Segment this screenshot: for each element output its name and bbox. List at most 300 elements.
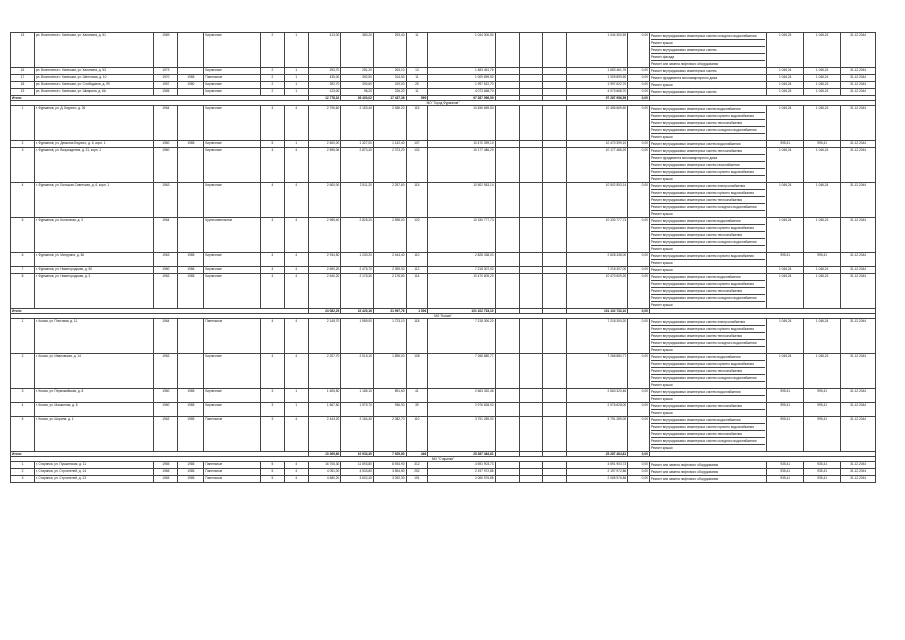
row-max-cost: 995,41 [804, 403, 841, 417]
work-item: Ремонт внутридомовых инженерных систем горячего водоснабжения [651, 112, 765, 119]
row-year-repair: 1985 [178, 462, 204, 469]
row-max-cost: 935,41 [804, 476, 841, 483]
row-works-list [649, 403, 766, 417]
row-number: 19 [11, 89, 35, 96]
row-area-owned: 319,00 [373, 82, 406, 89]
row-area: 2 934,50 [308, 253, 341, 267]
row-number: 3 [11, 476, 35, 483]
work-item: Ремонт крыши [651, 259, 765, 266]
work-item: Ремонт внутридомовых инженерных систем горячего водоснабжения [651, 325, 765, 332]
row-unit-cost: 995,41 [767, 417, 804, 452]
row-works-list [649, 253, 766, 267]
row-residents: 11 [406, 33, 428, 68]
row-year-built: 1960 [154, 389, 178, 403]
work-item: Ремонт внутридомовых инженерных систем [651, 46, 765, 53]
row-area-owned: 293,40 [373, 33, 406, 68]
row-cost-fund [495, 267, 519, 274]
work-item: Ремонт внутридомовых инженерных систем водоснабжения [650, 219, 741, 223]
row-year-built: 1957 [154, 82, 178, 89]
row-cost-budget [519, 148, 543, 183]
table-row [11, 82, 876, 89]
row-cost-fund [495, 218, 519, 253]
row-cost-fund [495, 183, 519, 218]
row-works-list [649, 141, 766, 148]
row-floors: 5 [260, 141, 284, 148]
table-row [11, 141, 876, 148]
row-cost: 2 976 828,00 [428, 403, 495, 417]
row-area: 293,70 [308, 68, 341, 75]
work-item: Ремонт крыши [651, 133, 765, 140]
row-residents: 115 [406, 183, 428, 218]
row-wall-material: Кирпичные [204, 403, 261, 417]
table-row [11, 33, 876, 68]
row-deadline: 31.12.2044 [841, 354, 876, 389]
row-entrances: 4 [284, 267, 308, 274]
row-area: 4 680,20 [308, 476, 341, 483]
row-floors: 5 [260, 476, 284, 483]
row-works-list [649, 462, 766, 469]
work-item: Ремонт крыши [651, 210, 765, 217]
row-deadline: 31.12.2044 [841, 106, 876, 141]
row-cost-local [543, 183, 567, 218]
row-other: 0,00 [628, 469, 650, 476]
table-row [11, 354, 876, 389]
work-item: Ремонт крыши [650, 83, 673, 87]
row-deadline: 31.12.2044 [841, 33, 876, 68]
work-item: Ремонт внутридомовых инженерных систем водоснабжения [650, 390, 741, 394]
row-wall-material: Панельные [204, 417, 261, 452]
row-entrances: 4 [284, 183, 308, 218]
row-max-cost: 1 046,24 [804, 354, 841, 389]
row-deadline: 31.12.2044 [841, 389, 876, 403]
row-cost-fund [495, 469, 519, 476]
row-cost-fund [495, 476, 519, 483]
row-year-repair: 1985 [178, 274, 204, 309]
row-works-list [649, 476, 766, 483]
row-floors: 2 [260, 89, 284, 96]
row-area-owned: 226,20 [373, 89, 406, 96]
row-address: г. Фурманов, ул. Колхозная, д. 3 [34, 218, 154, 253]
row-unit-cost: 1 046,24 [767, 218, 804, 253]
row-year-repair: 1985 [178, 417, 204, 452]
row-year-built: 1965 [154, 476, 178, 483]
row-cost-local [543, 267, 567, 274]
row-area-living: 2 015,10 [341, 354, 374, 389]
row-cost: 4 691 903,73 [428, 462, 495, 469]
row-other: 0,00 [628, 68, 650, 75]
table-row [11, 403, 876, 417]
row-cost-budget [519, 267, 543, 274]
row-cost: 2 828 338,00 [428, 253, 495, 267]
row-address: г. Фурманов, ул. Д. Бедного, д. 26 [34, 106, 154, 141]
row-works-list [649, 183, 766, 218]
row-year-repair: 1985 [178, 389, 204, 403]
row-cost: 10 330 777,73 [428, 218, 495, 253]
row-number: 2 [11, 141, 35, 148]
row-residents: 108 [406, 354, 428, 389]
row-total: 3 791 289,00 [567, 417, 628, 452]
total-area-living: 10 933,40 [341, 452, 374, 457]
row-deadline: 31.12.2044 [841, 274, 876, 309]
row-other: 0,00 [628, 462, 650, 469]
work-item: Ремонт внутридомовых инженерных систем теплоснабжения [651, 430, 765, 437]
row-residents: 110 [406, 417, 428, 452]
row-other: 0,00 [628, 218, 650, 253]
row-max-cost: 1 046,24 [804, 75, 841, 82]
total-area: 10 269,60 [308, 452, 341, 457]
row-cost-local [543, 319, 567, 354]
row-other: 0,00 [628, 141, 650, 148]
row-total: 7 218 300,20 [567, 319, 628, 354]
work-item: Ремонт внутридомовых инженерных систем теплоснабжения [651, 231, 765, 238]
row-unit-cost: 935,41 [767, 469, 804, 476]
row-cost: 10 502 553,14 [428, 183, 495, 218]
row-entrances: 1 [284, 141, 308, 148]
row-year-repair [178, 354, 204, 389]
row-cost-budget [519, 274, 543, 309]
row-unit-cost: 1 046,24 [767, 68, 804, 75]
row-unit-cost: 995,41 [767, 389, 804, 403]
row-entrances: 4 [284, 476, 308, 483]
row-cost: 10 177 486,20 [428, 148, 495, 183]
work-item: Ремонт внутридомовых инженерных систем холодного водоснабжения [651, 126, 765, 133]
row-unit-cost: 1 046,24 [767, 319, 804, 354]
row-area-living: 390,60 [341, 82, 374, 89]
row-floors: 4 [260, 106, 284, 141]
table-row [11, 417, 876, 452]
work-item: Ремонт фасада [651, 53, 765, 60]
row-residents: 115 [406, 106, 428, 141]
row-cost-fund [495, 417, 519, 452]
table-row [11, 389, 876, 403]
row-total: 10 456 669,50 [567, 106, 628, 141]
row-residents: 252 [406, 469, 428, 476]
row-cost-local [543, 403, 567, 417]
row-cost-local [543, 75, 567, 82]
row-area-living: 281,20 [341, 68, 374, 75]
row-entrances: 4 [284, 417, 308, 452]
row-address: г. Фурманов, ул. Большая Советская, д. 6, корп. 1 [34, 183, 154, 218]
work-item: Ремонт внутридомовых инженерных систем холодного водоснабжения [651, 238, 765, 245]
row-entrances: 4 [284, 462, 308, 469]
row-unit-cost: 1 046,24 [767, 82, 804, 89]
table-row [11, 469, 876, 476]
row-max-cost: 995,41 [804, 389, 841, 403]
row-entrances: 1 [284, 82, 308, 89]
row-cost-local [543, 89, 567, 96]
row-cost: 1 683 461,76 [428, 68, 495, 75]
work-item: Ремонт внутридомовых инженерных систем водоснабжения [650, 107, 741, 111]
total-area-owned: 7 929,80 [373, 452, 406, 457]
row-number: 15 [11, 33, 35, 68]
row-cost-budget [519, 354, 543, 389]
total-cost: 97 287 956,59 [428, 96, 495, 101]
row-year-built: 1965 [154, 462, 178, 469]
row-wall-material: Кирпичные [204, 354, 261, 389]
row-entrances: 1 [284, 68, 308, 75]
row-max-cost: 935,41 [804, 469, 841, 476]
row-max-cost: 1 046,24 [804, 33, 841, 68]
row-wall-material: Кирпичные [204, 183, 261, 218]
total-cost: 101 102 733,10 [428, 309, 495, 314]
work-item: Ремонт внутридомовых инженерных систем теплоснабжения [650, 149, 743, 153]
row-works-list [649, 106, 766, 141]
row-other: 0,00 [628, 389, 650, 403]
row-works-list [649, 68, 766, 75]
row-cost-fund [495, 319, 519, 354]
total-area-living: 22 420,16 [341, 309, 374, 314]
row-unit-cost: 1 046,24 [767, 89, 804, 96]
work-item: Ремонт внутридомовых инженерных систем водоснабжения [650, 355, 741, 359]
row-area: 2 443,20 [308, 417, 341, 452]
row-year-repair [178, 319, 204, 354]
row-cost-budget [519, 403, 543, 417]
row-floors: 3 [260, 389, 284, 403]
row-entrances: 4 [284, 253, 308, 267]
table-body [11, 33, 876, 483]
row-residents: 25 [406, 82, 428, 89]
row-total: 7 268 880,77 [567, 354, 628, 389]
row-wall-material: Панельные [204, 75, 261, 82]
row-deadline: 31.12.2044 [841, 75, 876, 82]
row-total: 2 065 976,86 [567, 476, 628, 483]
work-item: Ремонт внутридомовых инженерных систем [650, 90, 717, 94]
row-address: г. Кохма, ул. Почтовая, д. 11 [34, 319, 154, 354]
row-residents: 11 [406, 75, 428, 82]
table-row [11, 267, 876, 274]
work-item: Ремонт внутридомовых инженерных систем горячего водоснабжения [651, 360, 765, 367]
row-address: рп. Вознесенье г. Кинешма, ул. Калинина, д. 53 [34, 68, 154, 75]
row-area: 2 965,40 [308, 218, 341, 253]
row-area: 2 690,20 [308, 267, 341, 274]
row-cost: 10 470 399,10 [428, 141, 495, 148]
row-entrances: 4 [284, 148, 308, 183]
row-year-built: 1962 [154, 274, 178, 309]
row-wall-material: Панельные [204, 462, 261, 469]
row-area-living: 1 327,00 [341, 141, 374, 148]
row-max-cost: 1 046,24 [804, 183, 841, 218]
row-address: г. Старинка, ул. Пушкинская, д. 11 [34, 462, 154, 469]
row-works-list [649, 148, 766, 183]
row-area: 2 600,00 [308, 141, 341, 148]
row-floors: 2 [260, 68, 284, 75]
row-deadline: 31.12.2044 [841, 68, 876, 75]
row-year-repair [178, 89, 204, 96]
row-cost-budget [519, 141, 543, 148]
row-total: 10 470 609,20 [567, 274, 628, 309]
total-area-owned: 21 997,76 [373, 309, 406, 314]
row-area-owned: 1 896,00 [373, 354, 406, 389]
row-area-living: 1 579,70 [341, 403, 374, 417]
row-area-living: 11 693,80 [341, 462, 374, 469]
row-cost-fund [495, 33, 519, 68]
row-total: 10 177 486,20 [567, 148, 628, 183]
row-area-owned: 936,90 [373, 403, 406, 417]
table-row [11, 319, 876, 354]
row-number: 1 [11, 106, 35, 141]
row-cost-fund [495, 106, 519, 141]
work-item: Ремонт фундамента многоквартирного дома [650, 76, 718, 80]
total-total: 97 287 956,59 [567, 96, 628, 101]
row-residents: 110 [406, 253, 428, 267]
row-other: 0,00 [628, 253, 650, 267]
table-row [11, 253, 876, 267]
row-cost-fund [495, 354, 519, 389]
total-total: 25 287 484,81 [567, 452, 628, 457]
row-address: г. Фурманов, ул. Мичурина, д. 36 [34, 253, 154, 267]
row-year-built: 1963 [154, 253, 178, 267]
row-area-owned: 2 399,00 [373, 267, 406, 274]
row-wall-material: Кирпичные [204, 82, 261, 89]
row-deadline: 31.12.2044 [841, 417, 876, 452]
row-works-list [649, 469, 766, 476]
work-item: Ремонт внутридомовых инженерных систем холодного водоснабжения [651, 374, 765, 381]
row-area: 2 706,60 [308, 106, 341, 141]
row-area-owned: 2 176,80 [373, 274, 406, 309]
work-item: Ремонт фундамента многоквартирного дома [651, 154, 765, 161]
row-floors: 4 [260, 354, 284, 389]
work-item: Ремонт или замена лифтового оборудования [650, 477, 719, 481]
row-area-owned: 1 142,40 [373, 141, 406, 148]
row-area-living: 2 870,40 [341, 148, 374, 183]
row-wall-material: Панельные [204, 469, 261, 476]
row-cost-budget [519, 89, 543, 96]
row-floors: 5 [260, 462, 284, 469]
row-cost: 1 009 899,50 [428, 75, 495, 82]
total-area-owned: 17 437,36 [373, 96, 406, 101]
row-address: г. Кохма, ул. Машинная, д. 8 [34, 403, 154, 417]
row-year-repair: 1986 [178, 267, 204, 274]
total-other: 0,00 [628, 452, 650, 457]
row-cost: 10 470 609,20 [428, 274, 495, 309]
row-deadline: 31.12.2044 [841, 253, 876, 267]
row-cost: 4 073 668,70 [428, 89, 495, 96]
row-area: 4 051,00 [308, 469, 341, 476]
row-works-list [649, 218, 766, 253]
row-year-built: 1964 [154, 319, 178, 354]
total-residents: 599 [406, 96, 428, 101]
row-max-cost: 1 046,24 [804, 148, 841, 183]
work-item: Ремонт крыши [651, 395, 765, 402]
row-number: 3 [11, 389, 35, 403]
row-wall-material: Кирпичные [204, 253, 261, 267]
document-sheet [10, 32, 876, 483]
row-max-cost: 1 046,24 [804, 82, 841, 89]
row-entrances: 1 [284, 33, 308, 68]
row-unit-cost: 1 046,24 [767, 274, 804, 309]
work-item: Ремонт крыши [651, 346, 765, 353]
row-cost-local [543, 33, 567, 68]
row-max-cost: 1 046,24 [804, 106, 841, 141]
row-unit-cost: 935,41 [767, 462, 804, 469]
row-area: 2 595,06 [308, 148, 341, 183]
row-other: 0,00 [628, 274, 650, 309]
row-max-cost: 1 046,24 [804, 89, 841, 96]
row-year-repair [178, 106, 204, 141]
work-item: Ремонт внутридомовых инженерных систем [650, 69, 717, 73]
row-address: рп. Вознесенье г. Кинешма, ул. Калинина, д. 51 [34, 33, 154, 68]
row-max-cost: 1 046,24 [804, 319, 841, 354]
total-total: 101 102 733,10 [567, 309, 628, 314]
row-wall-material: Крупнопанельные [204, 218, 261, 253]
row-year-built: 1963 [154, 183, 178, 218]
row-cost-budget [519, 389, 543, 403]
row-residents: 191 [406, 476, 428, 483]
row-other: 0,00 [628, 354, 650, 389]
row-total: 10 502 553,14 [567, 183, 628, 218]
row-year-repair: 1985 [178, 253, 204, 267]
row-other: 0,00 [628, 89, 650, 96]
row-other: 0,00 [628, 476, 650, 483]
row-floors: 2 [260, 33, 284, 68]
row-works-list [649, 75, 766, 82]
total-label: Итого: [11, 309, 309, 314]
row-cost-local [543, 469, 567, 476]
total-other: 0,00 [628, 96, 650, 101]
row-cost-local [543, 141, 567, 148]
row-wall-material: Кирпичные [204, 33, 261, 68]
row-year-repair [178, 183, 204, 218]
row-year-built: 1960 [154, 148, 178, 183]
row-total: 10 330 777,73 [567, 218, 628, 253]
row-number: 5 [11, 218, 35, 253]
row-area-owned: 2 257,60 [373, 183, 406, 218]
row-area: 1 667,50 [308, 403, 341, 417]
row-max-cost: 995,41 [804, 141, 841, 148]
row-cost-budget [519, 253, 543, 267]
row-number: 1 [11, 462, 35, 469]
work-item: Ремонт крыши [651, 175, 765, 182]
row-max-cost: 1 046,24 [804, 218, 841, 253]
work-item: Ремонт внутридомовых инженерных систем горячего водоснабжения [651, 168, 765, 175]
work-item: Ремонт внутридомовых инженерных систем теплоснабжения [651, 367, 765, 374]
row-unit-cost: 995,41 [767, 141, 804, 148]
row-entrances: 4 [284, 218, 308, 253]
row-cost-budget [519, 68, 543, 75]
row-year-repair [178, 148, 204, 183]
row-address: г. Старинка, ул. Строителей, д. 14 [34, 469, 154, 476]
row-cost-budget [519, 33, 543, 68]
row-total: 7 218 307,00 [567, 267, 628, 274]
row-address: г. Кохма, ул. Первомайская, д. 8 [34, 389, 154, 403]
row-max-cost: 995,41 [804, 253, 841, 267]
row-works-list [649, 274, 766, 309]
row-floors: 4 [260, 274, 284, 309]
row-year-built: 1973 [154, 68, 178, 75]
row-other: 0,00 [628, 267, 650, 274]
row-entrances: 1 [284, 75, 308, 82]
row-cost-local [543, 148, 567, 183]
row-cost-local [543, 354, 567, 389]
row-max-cost: 1 046,24 [804, 267, 841, 274]
row-year-repair: 1985 [178, 403, 204, 417]
row-area-owned: 3 092,30 [373, 476, 406, 483]
table-row [11, 75, 876, 82]
row-cost: 7 218 307,00 [428, 267, 495, 274]
row-wall-material: Кирпичные [204, 267, 261, 274]
total-residents: 446 [406, 452, 428, 457]
row-deadline: 31.12.2044 [841, 462, 876, 469]
row-floors: 3 [260, 403, 284, 417]
row-other: 0,00 [628, 75, 650, 82]
row-floors: 5 [260, 469, 284, 476]
row-deadline: 31.12.2044 [841, 267, 876, 274]
row-cost-local [543, 82, 567, 89]
row-cost: 10 456 669,50 [428, 106, 495, 141]
row-area: 2 600,00 [308, 183, 341, 218]
row-number: 16 [11, 68, 35, 75]
table-row [11, 148, 876, 183]
